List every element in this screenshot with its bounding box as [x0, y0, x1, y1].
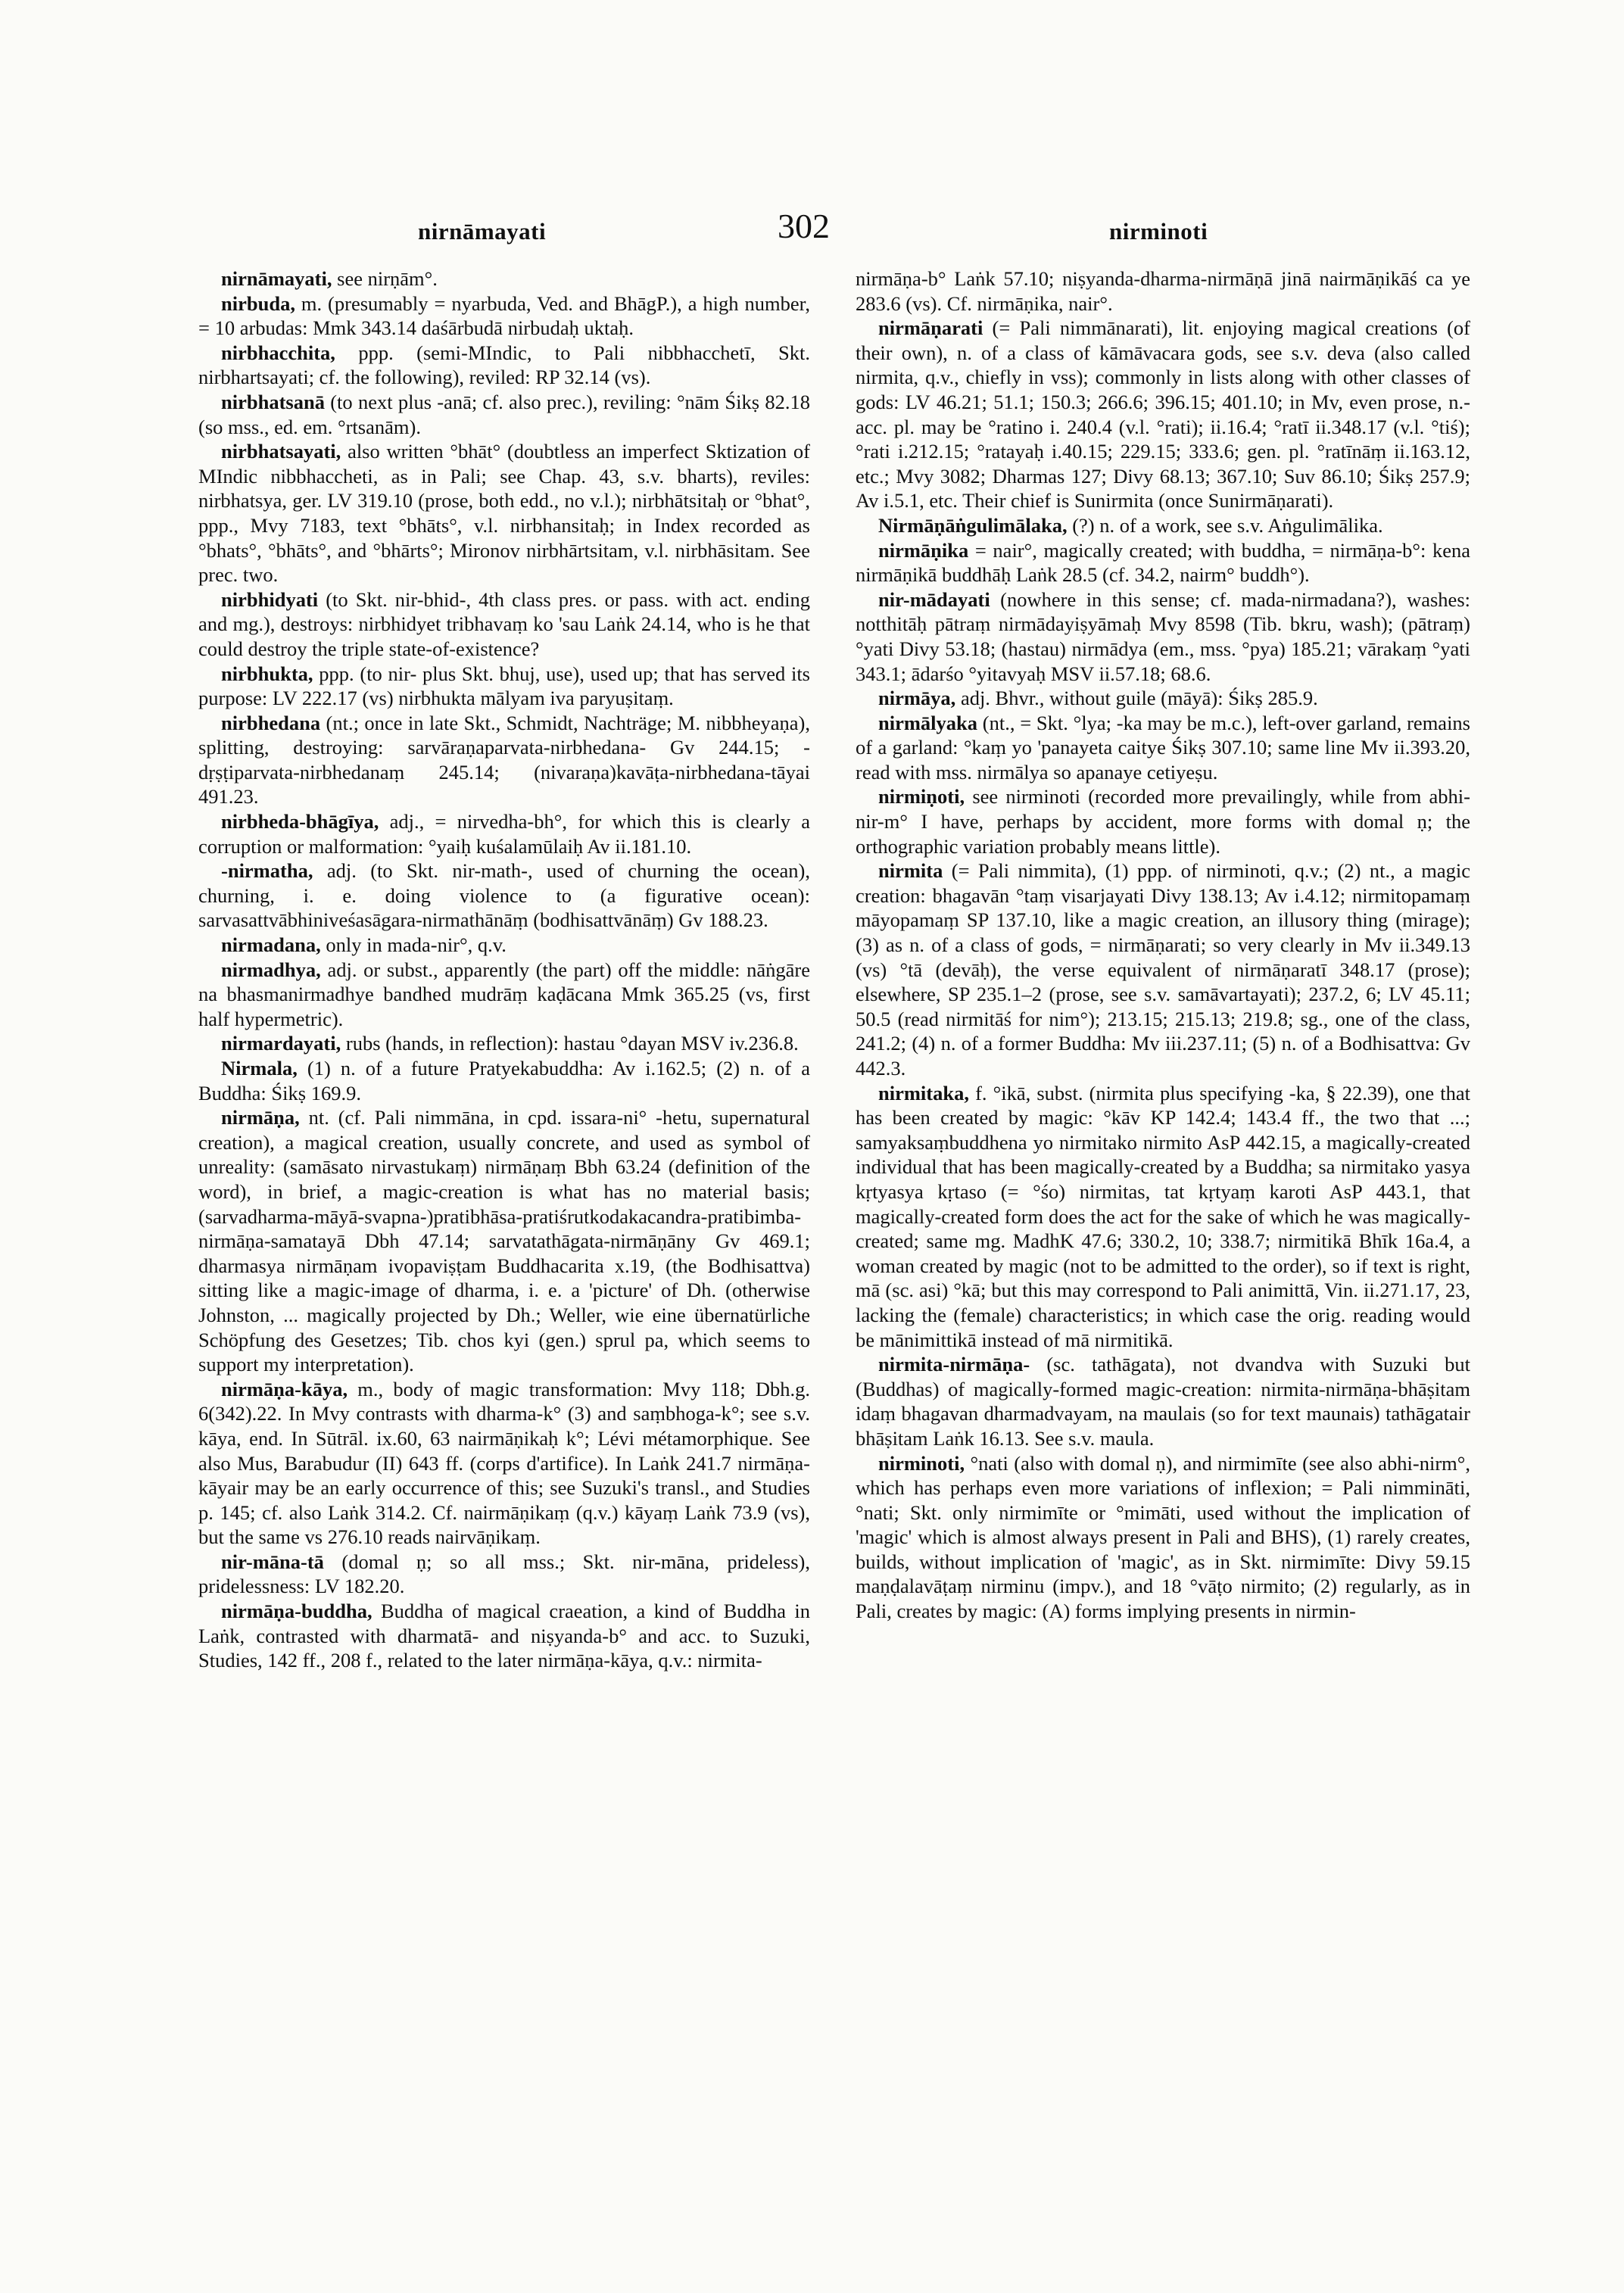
entry-text: (= Pali nimmita), (1) ppp. of nirminoti, q.v.; (2) nt., a magic creation: bhagavān °taṃ visarjayati Divy 138.13; Av i.4.12; nirmitopamaṃ māyopamaṃ SP 137.10, like a magic creation, an illusory thing (mirage); (3) as n. of a class of gods, = nirmāṇarati; so very clearly in Mv ii.349.13 (vs) °tā (devāḥ), the verse equivalent of nirmāṇaratī 348.17 (prose); elsewhere, SP 235.1–2 (prose, see s.v. samāvartayati); 237.2, 6; LV 45.11; 50.5 (read nirmitāś for nim°); 213.15; 215.13; 219.8; sg., one of the class, 241.2; (4) n. of a former Buddha: Mv iii.237.11; (5) n. of a Bodhisattva: Gv 442.3.: [856, 859, 1470, 1080]
entry-text: (?) n. of a work, see s.v. Aṅgulimālika.: [1067, 513, 1383, 537]
entry-text: (to next plus -anā; cf. also prec.), reviling: °nām Śikṣ 82.18 (so mss., ed. em. °rtsanām).: [198, 390, 810, 438]
headword: nirmāya,: [878, 687, 956, 710]
headword: Nirmāṇāṅgulimālaka,: [878, 513, 1068, 537]
entry-text: m. (presumably = nyarbuda, Ved. and BhāgP.), a high number, = 10 arbudas: Mmk 343.14 daśārbudā nirbudaḥ uktaḥ.: [198, 291, 810, 340]
entry-text: only in mada-nir°, q.v.: [320, 933, 507, 957]
headword: nirmadhya,: [221, 958, 321, 981]
entry-text: adj. Bhvr., without guile (māyā): Śikṣ 285.9.: [955, 687, 1318, 710]
dictionary-entry: [198, 958, 810, 1032]
dictionary-entry: [198, 266, 810, 291]
dictionary-entry: [198, 1105, 810, 1377]
dictionary-entry: [856, 784, 1470, 858]
headword: nirminoti,: [878, 1451, 965, 1475]
right-guide-word: nirminoti: [1109, 218, 1208, 245]
left-guide-word: nirnāmayati: [418, 218, 547, 245]
headword: nirmita: [878, 859, 943, 883]
dictionary-entry: [856, 538, 1470, 587]
dictionary-entry: [856, 1451, 1470, 1624]
headword: nirmāṇarati: [878, 316, 983, 340]
headword: nirbhacchita,: [221, 341, 335, 364]
dictionary-entry: [856, 1352, 1470, 1450]
dictionary-entry: [856, 587, 1470, 686]
headword: nirmāṇa,: [221, 1106, 300, 1129]
dictionary-entry: [198, 390, 810, 439]
entry-text: (1) n. of a future Pratyekabuddha: Av i.162.5; (2) n. of a Buddha: Śikṣ 169.9.: [198, 1057, 810, 1104]
dictionary-entry: [198, 1377, 810, 1550]
dictionary-entry: [198, 439, 810, 587]
entry-text: (to Skt. nir-bhid-, 4th class pres. or pass. with act. ending and mg.), destroys: nirbhidyet tribhavaṃ ko 'sau Laṅk 24.14, who is he that could destroy the triple state-of-existence?: [198, 587, 810, 660]
dictionary-entry: [198, 809, 810, 858]
dictionary-entry: [856, 858, 1470, 1080]
headword: Nirmala,: [221, 1057, 298, 1080]
dictionary-entry: [198, 1031, 810, 1056]
entry-text: ppp. (to nir- plus Skt. bhuj, use), used up; that has served its purpose: LV 222.17 (vs) nirbhukta mālyam iva paryuṣitaṃ.: [198, 662, 810, 710]
headword: nirbhatsanā: [221, 390, 325, 413]
dictionary-entry: [856, 513, 1470, 538]
headword: nirmālyaka: [878, 711, 978, 734]
entry-text: (nt., = Skt. °lya; -ka may be m.c.), left-over garland, remains of a garland: °kaṃ yo 'panayeta caitye Śikṣ 307.10; same line Mv ii.393.20, read with mss. nirmālya so apanaye cetiyeṣu.: [856, 711, 1470, 784]
dictionary-entry: [198, 291, 810, 341]
right-column: [856, 266, 1470, 2220]
entry-text: nt. (cf. Pali nimmāna, in cpd. issara-ni° -hetu, supernatural creation), a magical creation, usually concrete, and used as symbol of unreality: (samāsato nirvastukaṃ) nirmāṇaṃ Bbh 63.24 (definition of the word), in brief, a magic-creation is what has no material basis; (sarvadharma-māyā-svapna-)pratibhāsa-pratiśrutkodakacandra-pratibimba-nirmāṇa-samatayā Dbh 47.14; sarvatathāgata-nirmāṇāny Gv 469.1; dharmasya nirmāṇam ivopaviṣṭam Buddhacarita x.19, (the Bodhisattva) sitting like a magic-image of dharma, i. e. a 'picture' of Dh. (otherwise Johnston, ... magically projected by Dh.; Weller, wie eine übernatürliche Schöpfung des Gesetzes; Tib. chos kyi (gen.) sprul pa, which seems to support my interpretation).: [198, 1106, 810, 1376]
dictionary-entry: [198, 711, 810, 809]
entry-text: (nt.; once in late Skt., Schmidt, Nachträge; M. nibbheyaṇa), splitting, destroying: sarvāraṇaparvata-nirbhedana- Gv 244.15; -dṛṣṭiparvata-nirbhedanaṃ 245.14; (nivaraṇa)kavāṭa-nirbhedana-tāyai 491.23.: [198, 711, 810, 808]
entry-continuation: nirmāṇa-b° Laṅk 57.10; niṣyanda-dharma-nirmāṇā jinā nairmāṇikāś ca ye 283.6 (vs). Cf. nirmāṇika, nair°.: [856, 267, 1470, 315]
entry-text: see nirṇām°.: [332, 267, 438, 290]
entry-text: rubs (hands, in reflection): hastau °dayan MSV iv.236.8.: [341, 1032, 799, 1055]
entry-text: = nair°, magically created; with buddha, = nirmāṇa-b°: kena nirmāṇikā buddhāḥ Laṅk 28.5 (cf. 34.2, nairm° buddh°).: [856, 538, 1470, 587]
entry-text: ppp. (semi-MIndic, to Pali nibbhacchetī, Skt. nirbhartsayati; cf. the following), reviled: RP 32.14 (vs).: [198, 341, 810, 389]
dictionary-entry: [198, 1599, 810, 1673]
headword: nirbhidyati: [221, 587, 319, 611]
entry-text: (nowhere in this sense; cf. mada-nirmadana?), washes: notthitāḥ pātraṃ nirmādayiṣyāmaḥ Mvy 8598 (Tib. bkru, wash); (pātraṃ) °yati Divy 53.18; (hastau) nirmādya (em., mss. °pya) 185.21; vārakaṃ °yati 343.1; ādarśo °yitavyaḥ MSV ii.57.18; 68.6.: [856, 587, 1470, 685]
entry-text: (sc. tathāgata), not dvandva with Suzuki but (Buddhas) of magically-formed magic-creation: nirmita-nirmāṇa-bhāṣitam idaṃ bhagavan dharmadvayam, na maulais (so for text maunais) tathāgatair bhāṣitam Laṅk 16.13. See s.v. maula.: [856, 1353, 1470, 1450]
dictionary-entry: [198, 662, 810, 711]
dictionary-entry: [198, 933, 810, 958]
entry-text: see nirminoti (recorded more prevailingly, while from abhi-nir-m° I have, perhaps by accident, more forms with domal ṇ; the orthographic variation probably means little).: [856, 785, 1470, 858]
headword: nirbheda-bhāgīya,: [221, 810, 379, 833]
headword: nirbhatsayati,: [221, 440, 341, 463]
entry-text: adj., = nirvedha-bh°, for which this is clearly a corruption or malformation: °yaiḥ kuśalamūlaiḥ Av ii.181.10.: [198, 810, 810, 858]
page-number: 302: [778, 207, 830, 245]
headword: nirbhukta,: [221, 662, 313, 685]
dictionary-entry: [856, 316, 1470, 513]
entry-text: m., body of magic transformation: Mvy 118; Dbh.g. 6(342).22. In Mvy contrasts with dharma-k° (3) and saṃbhoga-k°; see s.v. kāya, end. In Sūtrāl. ix.60, 63 nairmāṇikaḥ k°; Lévi métamorphique. See also Mus, Barabudur (II) 643 ff. (corps d'artifice). In Laṅk 241.7 nirmāṇa-kāyair may be an early occurrence of this; see Suzuki's transl., and Studies p. 145; cf. also Laṅk 314.2. Cf. nairmāṇikaṃ (q.v.) kāyaṃ Laṅk 73.9 (vs), but the same vs 276.10 reads nairvāṇikaṃ.: [198, 1377, 810, 1549]
headword: nirmāṇa-buddha,: [221, 1600, 372, 1623]
headword: nirmitaka,: [878, 1081, 969, 1104]
headword: -nirmatha,: [221, 859, 313, 883]
headword: nir-mādayati: [878, 587, 990, 611]
headword: nirmadana,: [221, 933, 321, 957]
headword: nirmita-nirmāṇa-: [878, 1353, 1030, 1376]
headword: nirmardayati,: [221, 1032, 341, 1055]
dictionary-entry: [198, 341, 810, 390]
entry-text: (domal ṇ; so all mss.; Skt. nir-māna, prideless), pridelessness: LV 182.20.: [198, 1550, 810, 1598]
dictionary-entry: [198, 1056, 810, 1105]
entry-text: f. °ikā, subst. (nirmita plus specifying -ka, § 22.39), one that has been created by magic: °kāv KP 142.4; 143.4 ff., the two that ...; samyaksaṃbuddhena yo nirmitako nirmito AsP 442.15, a magically-created individual that has been magically-created by a Buddha; sa nirmitako yasya kṛtyasya kṛtaso (= °śo) nirmitas, tat kṛtyaṃ karoti AsP 443.1, that magically-created form does the act for the sake of which he was magically-created; same mg. MadhK 47.6; 330.2, 10; 338.7; nirmitikā Bhīk 16a.4, a woman created by magic (not to be admitted to the order), so if text is right, mā (sc. asi) °kā; but this may correspond to Pali animittā, Vin. ii.271.17, 23, lacking the (female) characteristics; in which case the orig. reading would be mānimittikā instead of mā nirmitikā.: [856, 1081, 1470, 1351]
headword: nirbhedana: [221, 711, 321, 734]
entry-text: Buddha of magical craeation, a kind of Buddha in Laṅk, contrasted with dharmatā- and niṣyanda-b° and acc. to Suzuki, Studies, 142 ff., 208 f., related to the later nirmāṇa-kāya, q.v.: nirmita-: [198, 1600, 810, 1672]
dictionary-entry: [856, 686, 1470, 711]
page-header: [0, 0, 1624, 273]
entry-text: also written °bhāt° (doubtless an imperfect Sktization of MIndic nibbhaccheti, as in Pali; see Chap. 43, s.v. bharts), reviles: nirbhatsya, ger. LV 319.10 (prose, both edd., no v.l.); nirbhātsitaḥ or °bhat°, ppp., Mvy 7183, text °bhāts°, v.l. nirbhansitaḥ; in Index recorded as °bhats°, °bhāts°, and °bhārts°; Mironov nirbhārtsitam, v.l. nirbhāsitam. See prec. two.: [198, 440, 810, 587]
headword: nirnāmayati,: [221, 267, 332, 290]
dictionary-entry: [856, 1081, 1470, 1353]
headword: nirmāṇa-kāya,: [221, 1377, 348, 1400]
left-column: [198, 266, 810, 2220]
dictionary-entry: [856, 711, 1470, 785]
headword: nirmiṇoti,: [878, 785, 965, 808]
dictionary-entry: [198, 858, 810, 933]
entry-text: adj. or subst., apparently (the part) off the middle: nāṅgāre na bhasmanirmadhye bandhed mudrāṃ kaḍācana Mmk 365.25 (vs, first half hypermetric).: [198, 958, 810, 1030]
entry-text: °nati (also with domal ṇ), and nirmimīte (see also abhi-nirm°, which has perhaps even more variations of inflexion; = Pali nimmināti, °nati; Skt. only nirmimīte or °mimāti, used without the implication of 'magic' which is almost always present in Pali and BHS), (1) rarely creates, builds, without implication of 'magic', as in Skt. nirmimīte: Divy 59.15 maṇḍalavāṭaṃ nirminu (impv.), and 18 °vāṭo nirmito; (2) regularly, as in Pali, creates by magic: (A) forms implying presents in nirmin-: [856, 1451, 1470, 1623]
dictionary-entry: [198, 1550, 810, 1599]
entry-text: adj. (to Skt. nir-math-, used of churning the ocean), churning, i. e. doing violence to (a figurative ocean): sarvasattvābhiniveśasāgara-nirmathānāṃ (bodhisattvānāṃ) Gv 188.23.: [198, 859, 810, 932]
headword: nirbuda,: [221, 291, 295, 315]
headword: nirmāṇika: [878, 538, 969, 562]
entry-text: (= Pali nimmānarati), lit. enjoying magical creations (of their own), n. of a class of kāmāvacara gods, see s.v. deva (also called nirmita, q.v., chiefly in vss); commonly in lists along with other classes of gods: LV 46.21; 51.1; 150.3; 266.6; 396.15; 401.10; in Mv, even prose, n.-acc. pl. may be °ratino i. 240.4 (v.l. °rati); ii.16.4; °ratī ii.348.17 (v.l. °tiś); °rati i.212.15; °ratayaḥ i.40.15; 229.15; 333.6; gen. pl. °ratīnāṃ ii.163.12, etc.; Mvy 3082; Dharmas 127; Divy 68.13; 367.10; Suv 86.10; Śikṣ 257.9; Av i.5.1, etc. Their chief is Sunirmita (once Sunirmāṇarati).: [856, 316, 1470, 512]
dictionary-entry: [198, 587, 810, 662]
headword: nir-māna-tā: [221, 1550, 324, 1573]
